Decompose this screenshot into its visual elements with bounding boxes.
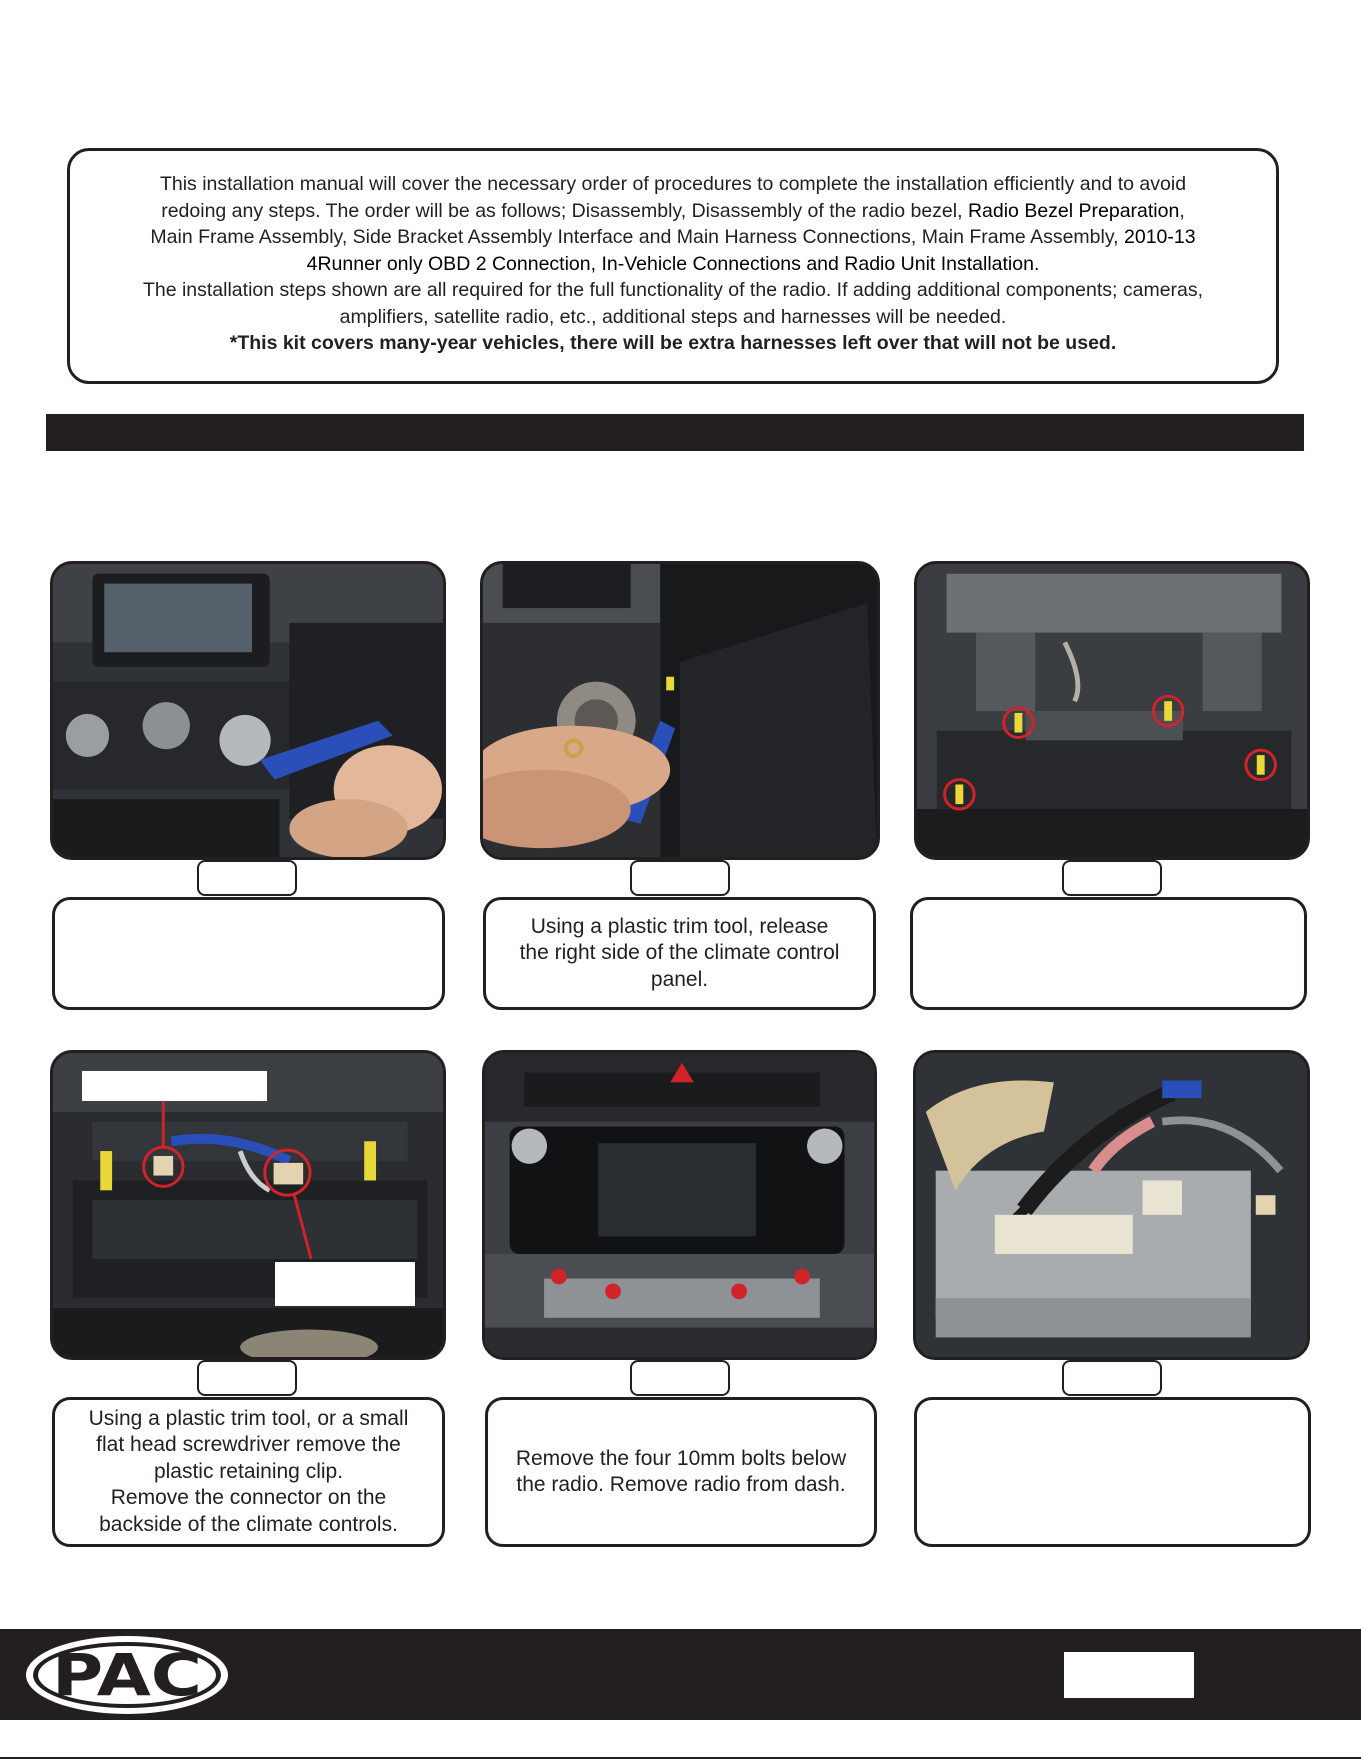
intro-box xyxy=(67,148,1279,384)
step-3-caption xyxy=(910,897,1307,1010)
step-5-photo xyxy=(482,1050,877,1360)
intro-line-4: 4Runner only OBD 2 Connection, In-Vehicle Connections and Radio Unit Installation. xyxy=(306,252,1040,275)
step-2-caption: Using a plastic trim tool, release the right side of the climate control panel. xyxy=(483,897,876,1010)
intro-line-2: redoing any steps. The order will be as follows; Disassembly, Disassembly of the radio bezel, Radio Bezel Preparation, xyxy=(161,199,1185,222)
step-1-caption xyxy=(52,897,445,1010)
step-1-label xyxy=(197,860,297,896)
step-4-callout-bottom xyxy=(275,1262,415,1306)
intro-line-3: Main Frame Assembly, Side Bracket Assembly Interface and Main Harness Connections, Main Frame Assembly, 2010-13 xyxy=(150,226,1196,248)
pac-logo xyxy=(22,1633,232,1717)
step-5-caption: Remove the four 10mm bolts below the radio. Remove radio from dash. xyxy=(485,1397,877,1547)
step-4-label xyxy=(197,1360,297,1396)
page-number-box xyxy=(1064,1652,1194,1698)
step-2-photo xyxy=(480,561,880,860)
intro-line-6: amplifiers, satellite radio, etc., additional steps and harnesses will be needed. xyxy=(339,305,1007,328)
intro-line-7-note: *This kit covers many-year vehicles, there will be extra harnesses left over that will not be used. xyxy=(229,332,1117,354)
step-4-caption: Using a plastic trim tool, or a small flat head screwdriver remove the plastic retaining clip. Remove the connector on the backside of the climate controls. xyxy=(52,1397,445,1547)
step-1-photo xyxy=(50,561,446,860)
step-3-label xyxy=(1062,860,1162,896)
step-6-caption xyxy=(914,1397,1311,1547)
step-6-label xyxy=(1062,1360,1162,1396)
intro-line-1: This installation manual will cover the necessary order of procedures to complete the installation efficiently and to avoid xyxy=(159,173,1187,195)
intro-line-5: The installation steps shown are all required for the full functionality of the radio. If adding additional components; cameras, xyxy=(142,279,1204,301)
step-5-label xyxy=(630,1360,730,1396)
step-4-callout-top xyxy=(82,1071,267,1101)
step-3-photo xyxy=(914,561,1310,860)
step-2-label xyxy=(630,860,730,896)
footer-rule xyxy=(0,1757,1361,1759)
section-heading-bar xyxy=(46,414,1304,451)
step-6-photo xyxy=(913,1050,1310,1360)
svg-text:PAC: PAC xyxy=(52,1641,202,1709)
